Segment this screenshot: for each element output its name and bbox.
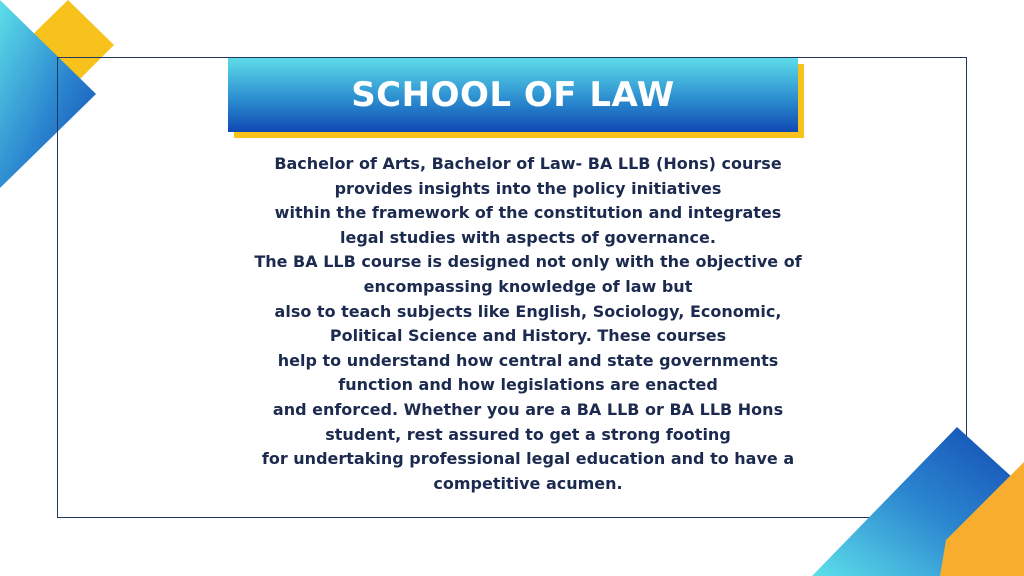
description-line: within the framework of the constitution and integrates xyxy=(274,203,782,223)
description-line: function and how legislations are enacted xyxy=(338,375,718,395)
description-line: provides insights into the policy initiatives xyxy=(334,178,722,198)
description-line: competitive acumen. xyxy=(433,473,623,493)
description-line: legal studies with aspects of governance. xyxy=(340,227,716,247)
description-line: help to understand how central and state governments xyxy=(277,350,779,370)
description-line: for undertaking professional legal education and to have a xyxy=(261,449,795,469)
page-title: SCHOOL OF LAW xyxy=(351,75,675,115)
description-line: and enforced. Whether you are a BA LLB or BA LLB Hons xyxy=(272,399,784,419)
description-line: encompassing knowledge of law but xyxy=(363,276,693,296)
description-line: Political Science and History. These courses xyxy=(329,326,727,346)
description-line: The BA LLB course is designed not only with the objective of xyxy=(254,252,802,272)
description-line: also to teach subjects like English, Sociology, Economic, xyxy=(274,301,782,321)
description-line: student, rest assured to get a strong footing xyxy=(325,424,731,444)
bottom-right-decoration xyxy=(800,420,1024,576)
course-description xyxy=(220,152,836,496)
title-banner xyxy=(228,58,798,132)
description-line: Bachelor of Arts, Bachelor of Law- BA LLB (Hons) course xyxy=(274,154,782,173)
